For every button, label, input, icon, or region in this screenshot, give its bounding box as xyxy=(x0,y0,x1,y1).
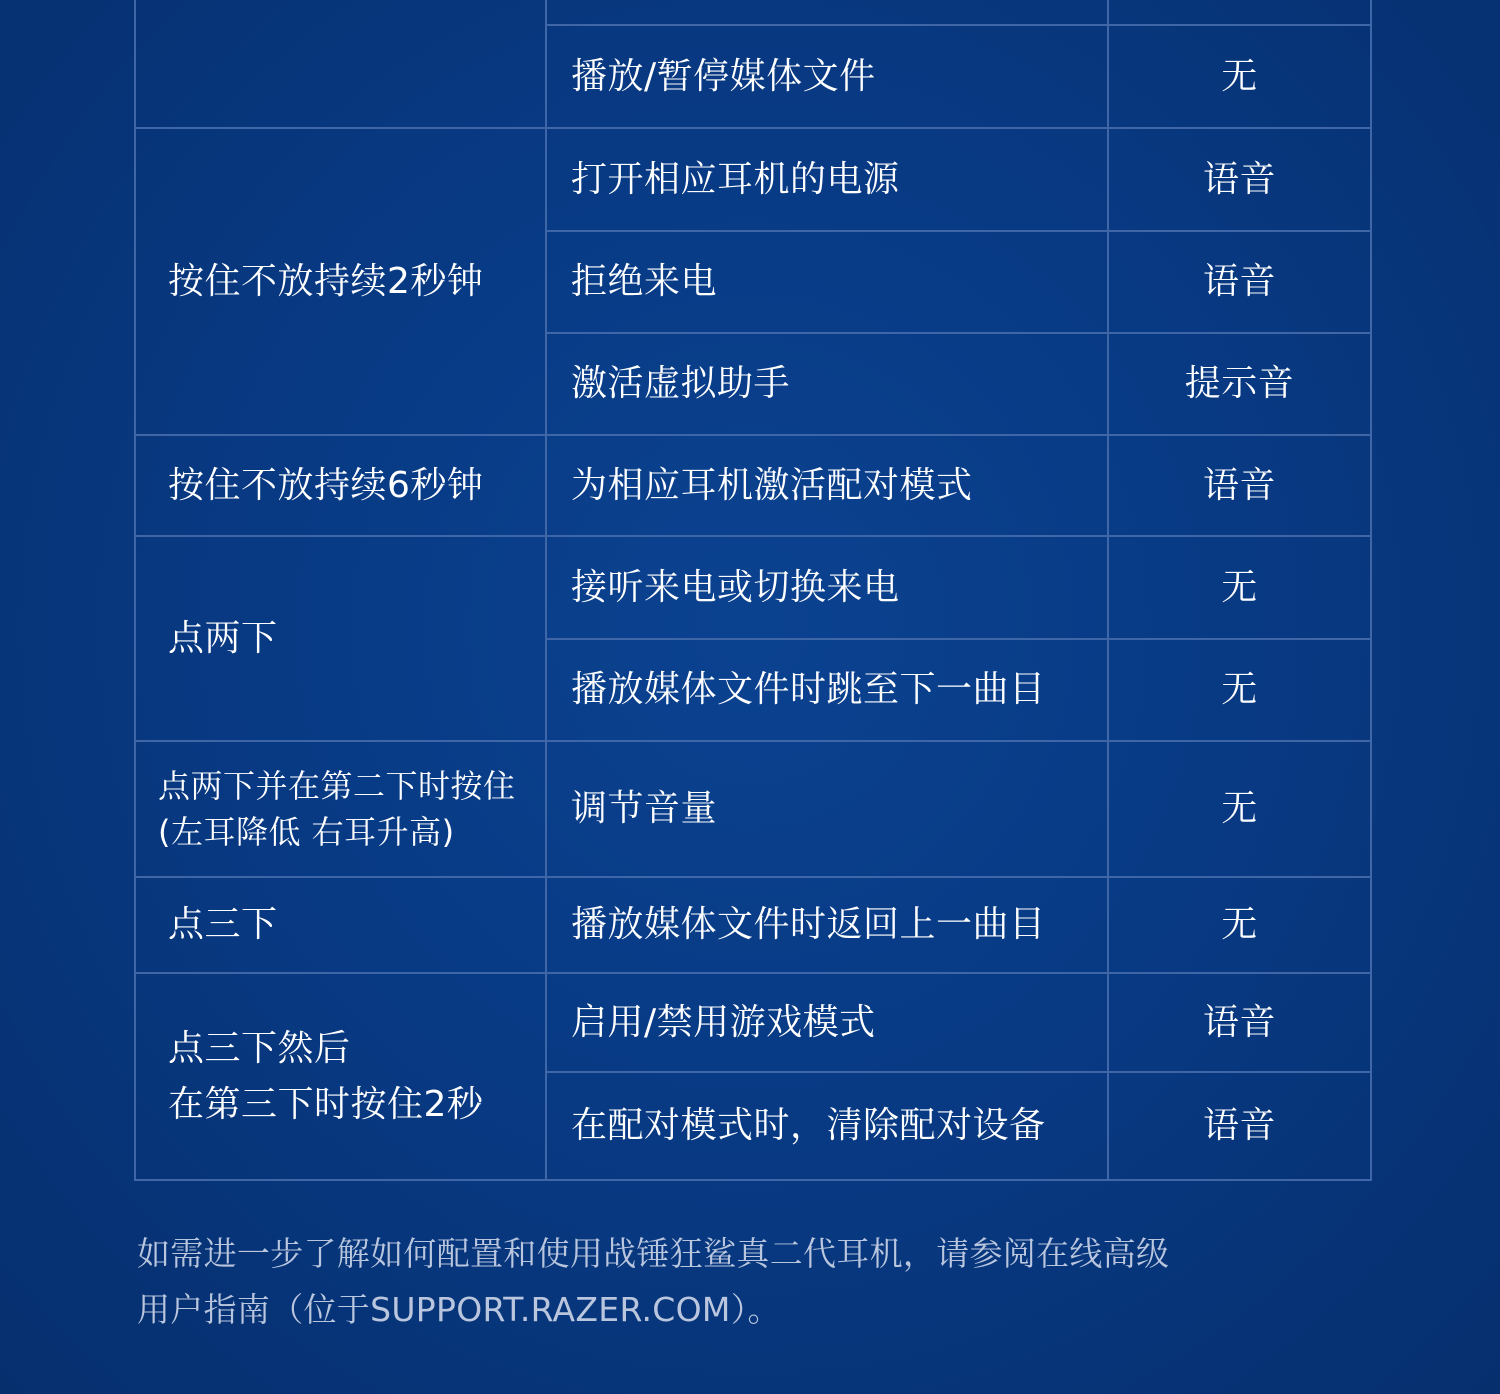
prompt-cell: 语音 xyxy=(1109,129,1372,232)
action-cell: 激活虚拟助手 xyxy=(547,334,1109,436)
table-cell xyxy=(547,0,1109,26)
action-cell: 打开相应耳机的电源 xyxy=(547,129,1109,232)
gesture-table xyxy=(134,0,1372,1181)
action-cell: 在配对模式时，清除配对设备 xyxy=(547,1073,1109,1181)
action-cell: 调节音量 xyxy=(547,742,1109,878)
table-cell xyxy=(1109,0,1372,26)
prompt-cell: 无 xyxy=(1109,537,1372,640)
prompt-cell: 无 xyxy=(1109,742,1372,878)
prompt-cell: 无 xyxy=(1109,26,1372,129)
prompt-cell: 无 xyxy=(1109,640,1372,742)
action-cell: 播放媒体文件时返回上一曲目 xyxy=(547,878,1109,974)
table-cell xyxy=(136,0,547,129)
action-cell: 为相应耳机激活配对模式 xyxy=(547,436,1109,537)
gesture-triple-tap: 点三下 xyxy=(136,878,547,974)
action-cell: 启用/禁用游戏模式 xyxy=(547,974,1109,1073)
action-cell: 播放媒体文件时跳至下一曲目 xyxy=(547,640,1109,742)
prompt-cell: 语音 xyxy=(1109,974,1372,1073)
gesture-hold-6s: 按住不放持续6秒钟 xyxy=(136,436,547,537)
action-cell: 接听来电或切换来电 xyxy=(547,537,1109,640)
gesture-hold-2s: 按住不放持续2秒钟 xyxy=(136,129,547,436)
prompt-cell: 无 xyxy=(1109,878,1372,974)
prompt-cell: 语音 xyxy=(1109,232,1372,334)
prompt-cell: 提示音 xyxy=(1109,334,1372,436)
gesture-double-tap: 点两下 xyxy=(136,537,547,742)
gesture-double-tap-hold: 点两下并在第二下时按住 (左耳降低 右耳升高) xyxy=(136,742,547,878)
gesture-triple-tap-hold: 点三下然后 在第三下时按住2秒 xyxy=(136,974,547,1181)
prompt-cell: 语音 xyxy=(1109,436,1372,537)
action-cell: 播放/暂停媒体文件 xyxy=(547,26,1109,129)
prompt-cell: 语音 xyxy=(1109,1073,1372,1181)
footer-note: 如需进一步了解如何配置和使用战锤狂鲨真二代耳机，请参阅在线高级 用户指南（位于SUPPORT.RAZER.COM）。 xyxy=(137,1234,1170,1329)
action-cell: 拒绝来电 xyxy=(547,232,1109,334)
